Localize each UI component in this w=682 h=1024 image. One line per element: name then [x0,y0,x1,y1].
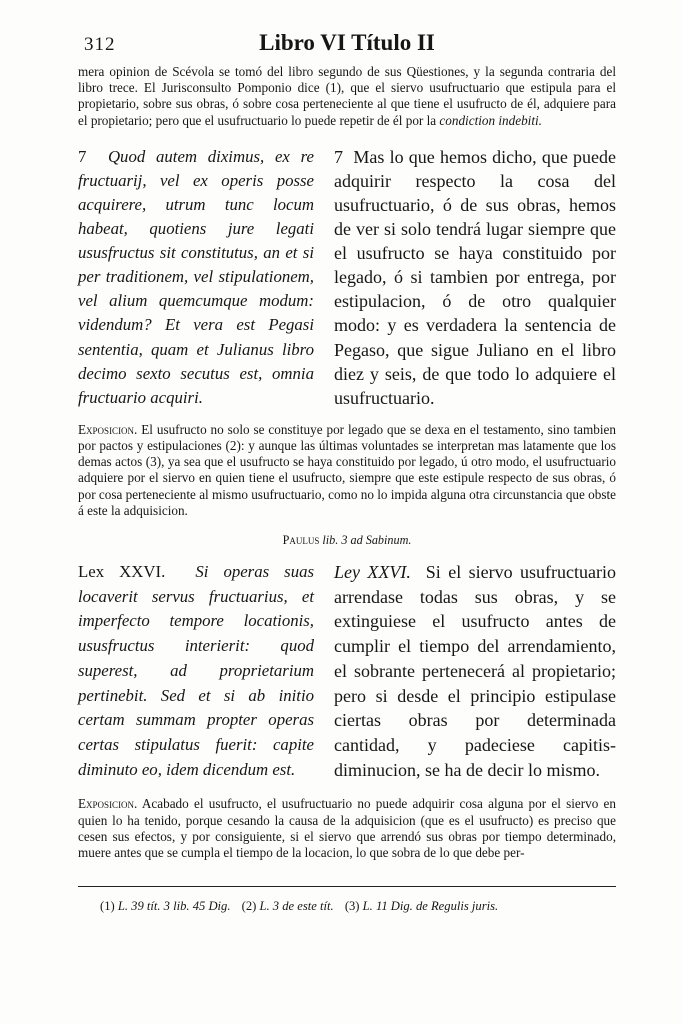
source-citation [78,533,616,548]
ley-26-label: Ley XXVI. [334,562,411,583]
spanish-section-number: 7 [334,146,343,167]
spanish-text-7: Mas lo que hemos dicho, que puede adquirir respecto la cosa del usufructuario, ó de sus obras, hemos de ver si solo tendrá lugar siempre que el usufructo se haya constituido por legado, ó si tambien por entrega, por estipulacion, ó de otro qualquier modo: y es verdadera la sentencia de Pegaso, que sigue Juliano en el libro diez y seis, de que todo lo adquiere el usufructuario. [334,146,616,408]
lex-26 [78,560,616,782]
spanish-text-lex26: Si el siervo usufructuario arrendase todas sus obras, y se extinguiese el usufructo antes de cumplir el tiempo del arrendamiento, el sobrante pertenecerá al propietario; pero si desde el principio estipulase ciertas obras por determinada cantidad, y padeciese capitis-diminucion, se ha de decir lo mismo. [334,562,617,780]
exposicion-2-label: Exposicion. [78,796,138,812]
book-page [78,30,616,914]
footnote-3 [345,899,498,913]
footnote-1 [100,899,234,913]
intro-text: mera opinion de Scévola se tomó del libro segundo de sus Qüestiones, y la segunda contraria del libro trece. El Jurisconsulto Pomponio dice (1), que el siervo usufructuario que estipula para el propietario, sobre sus obras, ó sobre cosa perteneciente al que tiene el usufructo de él, adquiere para el propietario; pero que el usufructuario lo puede repetir de él por la [78,64,616,128]
footnotes [100,899,616,914]
running-title: Libro VI Título II [259,30,435,55]
intro-paragraph [78,64,616,129]
source-work: lib. 3 ad Sabinum. [322,533,412,548]
footnote-mark: (2) [241,899,257,914]
footnote-text: L. 11 Dig. de Regulis juris. [362,899,499,914]
latin-text-lex26: Si operas suas locaverit servus fructuarius, et imperfecto tempore locationis, ususfructus interierit: quod superest, ad proprietarium pertinebit. Sed et si ab initio certam summam propter operas certas stipulatus fuerit: capite diminuto eo, idem dicendum est. [78,562,315,779]
latin-text-7: Quod autem diximus, ex re fructuarij, vel ex operis posse acquirere, utrum tunc locum habeat, quotiens jure legati ususfructus sit constitutus, an et si per traditionem, vel stipulationem, vel alium quemcumque modum: videndum? Et vera est Pegasi sententia, quam et Julianus libro decimo sexto secutus est, omnia fructuario acquiri. [78,146,314,407]
source-author: Paulus [282,533,320,548]
intro-italic-end: condiction indebiti. [439,112,542,128]
exposicion-2 [78,796,616,861]
latin-column-lex26 [78,560,314,782]
footnote-mark: (3) [344,899,360,914]
footnote-text: L. 39 tít. 3 lib. 45 Dig. [117,899,231,914]
latin-column-7 [78,145,314,410]
footnote-2 [242,899,337,913]
footnote-divider [78,886,616,887]
latin-section-number: 7 [78,146,87,166]
footnote-text: L. 3 de este tít. [259,899,334,914]
spanish-column-lex26 [334,560,616,782]
exposicion-1-text: El usufructo no solo se constituye por legado que se dexa en el testamento, sino tambien por pactos y estipulaciones (2): y aunque las últimas voluntades se interpretan mas latamente que los demas actos (3), ya sea que el usufructo se haya constituido por legado, ú otro modo, el usufructuario adquiere por el siervo en quien tiene el usufructo, siempre que este estipule respecto de sus obras, ó por cosa perteneciente al mismo usufructuario, como no lo impida alguna otra circunstancia que obste á este la adquisicion. [78,421,616,518]
exposicion-2-text: Acabado el usufructo, el usufructuario no puede adquirir cosa alguna por el siervo en quien lo ha tenido, porque cesando la causa de la adquisicion (que es el usufructo) es preciso que cesen sus efectos, y por consiguiente, si el siervo que arrendó sus obras por tiempo determinado, muere antes que se cumpla el tiempo de la locacion, lo que sobra de lo que debe per- [78,796,616,860]
exposicion-1-label: Exposicion. [78,421,138,437]
section-7 [78,145,616,410]
exposicion-1 [78,422,616,519]
spanish-column-7 [334,145,616,410]
page-header [78,30,616,60]
page-number: 312 [84,34,116,55]
footnote-mark: (1) [100,899,115,914]
lex-26-label: Lex XXVI. [78,562,166,582]
